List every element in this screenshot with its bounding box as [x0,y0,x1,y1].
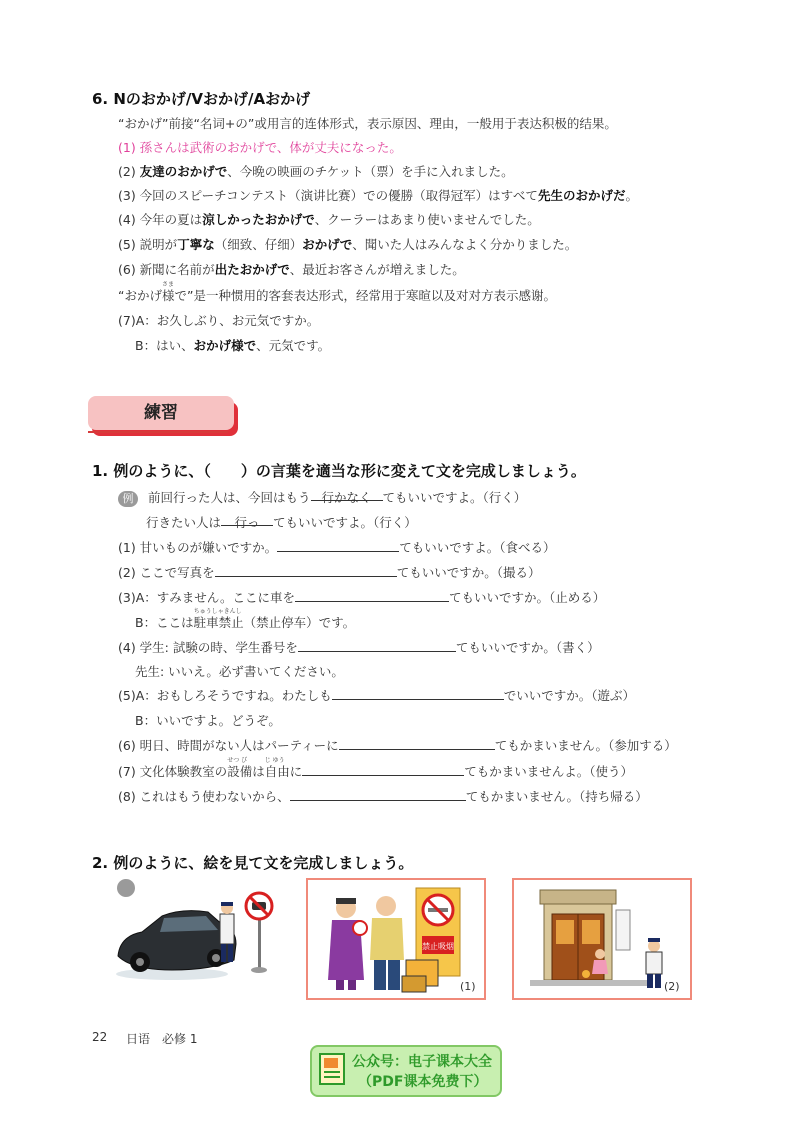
book-logo-icon [318,1052,348,1088]
exercise1-item-5b: B：いいですよ。どうぞ。 [135,713,281,728]
example-sentence-2: (2) 友達のおかげで、今晩の映画のチケット（票）を手に入れました。 [118,164,514,179]
picture-frame-1 [306,878,486,1000]
example-sentence-1: (1) 孫さんは武術のおかげで、体が丈夫になった。 [118,140,402,155]
answer-blank-7[interactable] [302,763,464,776]
picture-label-2: (2) [664,980,680,993]
example-sentence-7a: (7)A：お久しぶり、お元気ですか。 [118,313,320,328]
exercise1-item-1: (1) 甘いものが嫌いですか。 てもいいですよ。（食べる） [118,540,556,555]
exercise1-item-7: (7) 文化体験教室の せつ び 設備は じ ゆう 自由に てもかまいませんよ。（使う） [118,757,634,779]
exercise1-item-4b: 先生: いいえ。必ず書いてください。 [135,664,344,679]
exercise1-item-5: (5)A：おもしろそうですね。わたしも でいいですか。（遊ぶ） [118,688,636,703]
ruby-sama: さま [161,281,174,288]
ruby-jiyuu: じ ゆう [264,757,285,764]
example-badge-icon [117,879,135,897]
answer-blank-2[interactable] [215,564,397,577]
ruby-chuushakinshi: ちゅうしゃきんし [193,608,242,615]
exercise2-heading: 2. 例のように、絵を見て文を完成しましょう。 [92,854,414,872]
exercise1-item-3b: B：ここは ちゅうしゃきんし 駐車禁止（禁止停车）です。 [135,608,356,630]
answer-blank-6[interactable] [339,737,495,750]
example-sentence-4: (4) 今年の夏は涼しかったおかげで、クーラーはあまり使いませんでした。 [118,212,540,227]
example-sentence-7b: B：はい、おかげ様で、元気です。 [135,338,331,353]
ruby-setsubi: せつ び [227,757,248,764]
page-number: 22 [92,1030,108,1044]
no-smoking-scene-illustration [308,880,484,998]
grammar-heading: 6. Nのおかげ/Vおかげ/Aおかげ [92,90,311,108]
example-badge: 例 [118,491,138,507]
example-answer-1: 行かなく [311,488,383,501]
banner-line-1: 公众号：电子课本大全 [352,1054,492,1070]
example-answer-2: 行っ [221,513,273,526]
exercise1-item-8: (8) これはもう使わないから、 てもかまいません。（持ち帰る） [118,789,648,804]
exercise1-item-2: (2) ここで写真を てもいいですか。（撮る） [118,565,541,580]
exercise1-example-1: 例 前回行った人は、今回はもう 行かなく てもいいですよ。（行く） [118,488,526,507]
car-police-illustration [112,878,282,990]
example-sentence-3: (3) 今回のスピーチコンテスト（演讲比赛）での優勝（取得冠军）はすべて先生のおかげだ。 [118,188,638,203]
exercise1-item-3: (3)A：すみません。ここに車を てもいいですか。（止める） [118,590,606,605]
grammar-intro: “おかげ”前接“名词+の”或用言的连体形式，表示原因、理由，一般用于表达积极的结果。 [118,116,617,131]
example-sentence-5: (5) 説明が丁寧な（细致、仔细）おかげで、聞いた人はみんなよく分かりました。 [118,237,578,252]
example-sentence-6: (6) 新聞に名前が出たおかげで、最近お客さんが増えました。 [118,262,465,277]
banner-line-2: （PDF课本免费下） [358,1074,488,1090]
exercise1-item-6: (6) 明日、時間がない人はパーティーに てもかまいません。（参加する） [118,738,677,753]
svg-text:禁止吸烟: 禁止吸烟 [422,942,454,951]
answer-blank-1[interactable] [277,539,399,552]
picture-label-1: (1) [460,980,476,993]
promo-banner [310,1045,502,1097]
example-picture [112,878,282,990]
answer-blank-4[interactable] [298,639,456,652]
practice-heading: 練習 [144,403,178,423]
usage-note: “おかげ さま 様で”是一种惯用的客套表达形式，经常用于寒暄以及对对方表示感谢。 [118,281,556,303]
exercise1-item-4: (4) 学生: 試験の時、学生番号を てもいいですか。（書く） [118,640,600,655]
answer-blank-3[interactable] [295,589,449,602]
book-title: 日语 必修 1 [126,1032,198,1046]
answer-blank-5[interactable] [332,687,504,700]
answer-blank-8[interactable] [290,788,466,801]
practice-underline [88,431,228,433]
exercise1-example-2: 行きたい人は 行っ てもいいですよ。（行く） [146,515,417,530]
exercise1-heading: 1. 例のように、（ ）の言葉を適当な形に変えて文を完成しましょう。 [92,462,586,480]
picture-frame-2 [512,878,692,1000]
